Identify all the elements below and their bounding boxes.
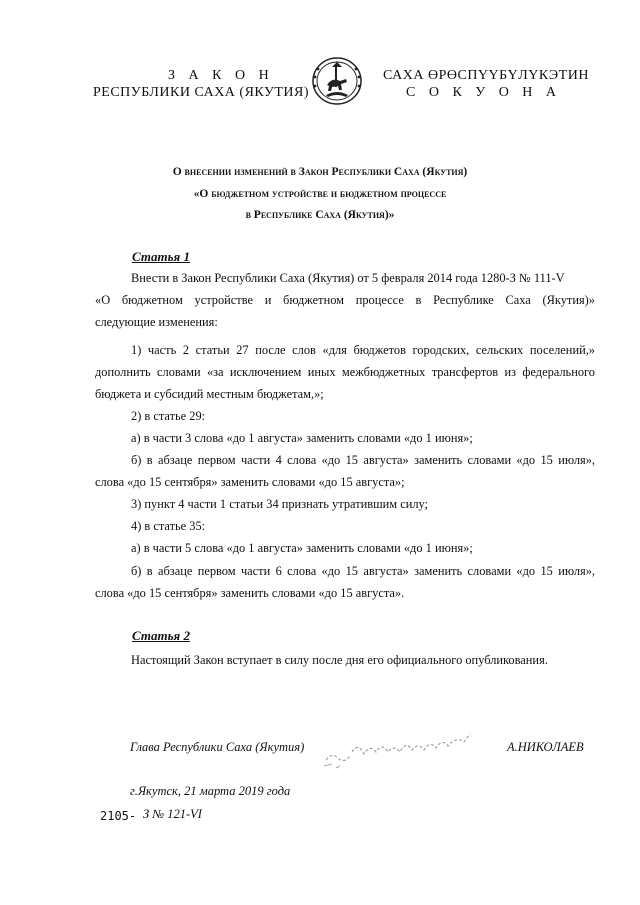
article1-item3: 3) пункт 4 части 1 статьи 34 признать утратившим силу;: [131, 497, 428, 511]
article1-item1-line2: дополнить словами «за исключением иных межбюджетных трансфертов из федерального: [95, 365, 595, 379]
handwritten-signature-icon: [318, 722, 488, 772]
header-left-title: З А К О Н: [168, 68, 274, 83]
article1-item4: 4) в статье 35:: [131, 519, 206, 533]
document-title-line3: в Республике Саха (Якутия)»: [245, 209, 395, 221]
registration-prefix: 2105-: [100, 809, 137, 823]
article1-item2: 2) в статье 29:: [131, 409, 206, 423]
article1-item2b-line2: слова «до 15 сентября» заменить словами «до 15 августа»;: [95, 475, 405, 489]
article2-heading: Статья 2: [132, 628, 190, 643]
article2-text: Настоящий Закон вступает в силу после дня его официального опубликования.: [131, 653, 548, 667]
article1-item4a: а) в части 5 слова «до 1 августа» заменить словами «до 1 июня»;: [131, 541, 473, 555]
document-title-line2: «О бюджетном устройстве и бюджетном процессе: [193, 188, 447, 200]
header-left-subtitle: РЕСПУБЛИКИ САХА (ЯКУТИЯ): [93, 85, 310, 100]
signatory-name: А.НИКОЛАЕВ: [507, 740, 584, 754]
article1-item2a: а) в части 3 слова «до 1 августа» заменить словами «до 1 июня»;: [131, 431, 473, 445]
registration-number: З № 121-VI: [143, 807, 202, 821]
article1-item4b-line2: слова «до 15 сентября» заменить словами «до 15 августа».: [95, 586, 405, 600]
header-right-subtitle: С О К У О Н А: [406, 85, 562, 100]
article1-intro-line1: Внести в Закон Республики Саха (Якутия) от 5 февраля 2014 года 1280-З № 111-V: [131, 271, 565, 285]
header-right-title: САХА ӨРӨСПҮҮБҮЛҮКЭТИН: [383, 68, 589, 83]
document-title-line1: О внесении изменений в Закон Республики Саха (Якутия): [172, 166, 468, 178]
article1-intro-line2: «О бюджетном устройстве и бюджетном процессе в Республике Саха (Якутия)»: [95, 293, 595, 307]
article1-item1-line3: бюджета и субсидий местным бюджетам,»;: [95, 387, 324, 401]
signatory-position: Глава Республики Саха (Якутия): [130, 740, 305, 754]
article1-item1-line1: 1) часть 2 статьи 27 после слов «для бюджетов городских, сельских поселений,»: [131, 343, 595, 357]
article1-item2b-line1: б) в абзаце первом части 4 слова «до 15 августа» заменить словами «до 15 июля»,: [131, 453, 595, 467]
article1-item4b-line1: б) в абзаце первом части 6 слова «до 15 августа» заменить словами «до 15 июля»,: [131, 564, 595, 578]
article1-intro-line3: следующие изменения:: [95, 315, 218, 329]
article1-heading: Статья 1: [132, 249, 190, 264]
coat-of-arms-emblem-icon: [304, 55, 370, 107]
place-and-date: г.Якутск, 21 марта 2019 года: [130, 784, 291, 798]
